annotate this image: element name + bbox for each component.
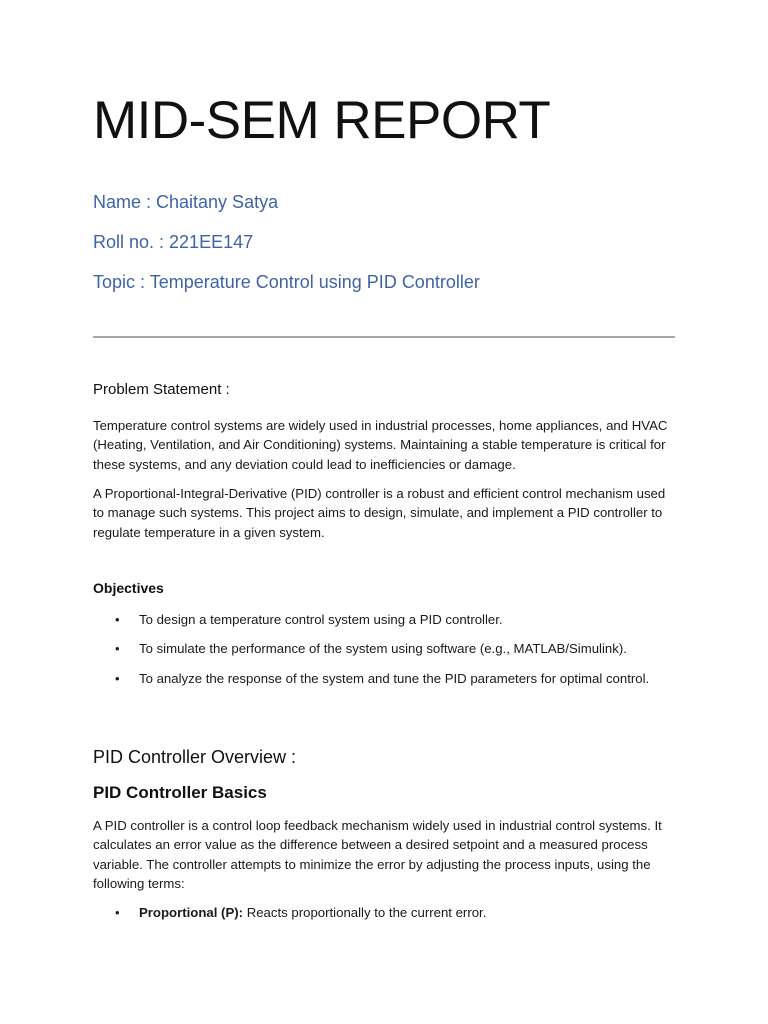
pid-overview-heading: PID Controller Overview : — [93, 747, 297, 767]
bullet-icon: • — [115, 612, 120, 627]
report-title: MID-SEM REPORT — [93, 91, 551, 150]
objective-text: To simulate the performance of the system using software (e.g., MATLAB/Simulink). — [139, 641, 627, 657]
problem-paragraph-1: Temperature control systems are widely used in industrial processes, home appliances, and HVAC (Heating, Ventilation, and Air Conditioning) systems. Maintaining a stable temperature is critical for these systems, and any deviation could lead to inefficiencies or damage. — [93, 418, 668, 472]
objectives-list — [93, 610, 675, 698]
list-item — [93, 610, 669, 629]
objective-text: To analyze the response of the system and tune the PID parameters for optimal control. — [139, 670, 650, 686]
objectives-heading: Objectives — [93, 580, 164, 596]
horizontal-divider — [93, 336, 675, 338]
term-label: Proportional (P): — [139, 905, 244, 920]
pid-basics-paragraph: A PID controller is a control loop feedback mechanism widely used in industrial control systems. It calculates an error value as the difference between a desired setpoint and a measured process variable. The controller attempts to minimize the error by adjusting the process inputs, using the following terms: — [93, 818, 662, 891]
pid-terms-list — [93, 903, 675, 932]
list-item — [93, 639, 669, 658]
roll-number: Roll no. : 221EE147 — [93, 232, 254, 252]
problem-paragraph-2: A Proportional-Integral-Derivative (PID) controller is a robust and efficient control mechanism used to manage such systems. This project aims to design, simulate, and implement a PID controller to regulate temperature in a given system. — [93, 486, 666, 540]
bullet-icon: • — [115, 905, 120, 920]
bullet-icon: • — [115, 670, 120, 686]
problem-statement-heading: Problem Statement : — [93, 381, 230, 398]
report-topic: Topic : Temperature Control using PID Controller — [93, 272, 480, 292]
bullet-icon: • — [115, 641, 120, 657]
objective-text: To design a temperature control system using a PID controller. — [139, 612, 503, 627]
list-item — [93, 669, 669, 688]
student-name: Name : Chaitany Satya — [93, 192, 279, 212]
pid-basics-heading: PID Controller Basics — [93, 783, 267, 802]
list-item — [93, 903, 669, 922]
term-text: Reacts proportionally to the current error. — [243, 905, 487, 920]
